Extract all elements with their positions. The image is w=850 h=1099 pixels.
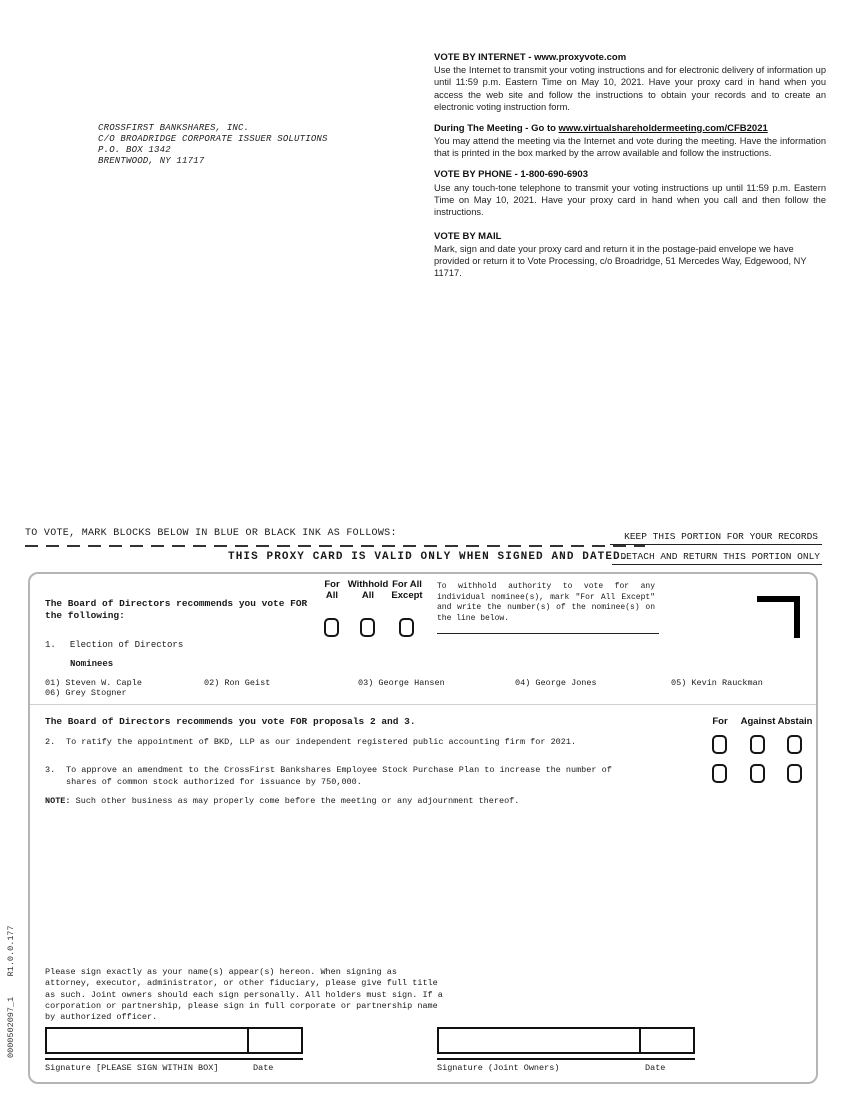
- checkbox-p2-against[interactable]: [750, 735, 765, 754]
- primary-date-label: Date: [253, 1063, 274, 1073]
- for-all-except-write-in-line[interactable]: [437, 633, 659, 634]
- vote-meeting-body: You may attend the meeting via the Internet and vote during the meeting. Have the information that is printed in the box marked by the arrow available and follow the instructions.: [434, 136, 826, 159]
- column-header-for: For: [712, 716, 728, 727]
- sender-address-block: [98, 123, 328, 167]
- joint-signature-box[interactable]: [437, 1027, 641, 1054]
- item-title: Election of Directors: [69, 640, 184, 650]
- vote-phone-body: Use any touch-tone telephone to transmit your voting instructions up until 11:59 p.m. Eastern Time on May 10, 2021. Have your proxy card in hand when you call and then follow the instructions.: [434, 182, 826, 217]
- sender-care-of: C/O BROADRIDGE CORPORATE ISSUER SOLUTIONS: [98, 133, 328, 144]
- column-header-for-all: For All: [324, 579, 340, 601]
- column-header-withhold-all: Withhold All: [347, 579, 389, 601]
- nominee-03: 03) George Hansen: [358, 678, 445, 688]
- vote-phone-heading: VOTE BY PHONE - 1-800-690-6903: [434, 169, 589, 181]
- vote-internet-body: Use the Internet to transmit your voting instructions and for electronic delivery of information up until 11:59 p.m. Eastern Time on May 10, 2021. Have your proxy card in hand when you access the web site and follow the instructions to obtain your records and to create an electronic voting instruction form.: [434, 65, 826, 112]
- column-header-abstain: Abstain: [777, 716, 813, 727]
- nominee-04: 04) George Jones: [515, 678, 597, 688]
- checkbox-withhold-all[interactable]: [360, 618, 375, 637]
- joint-signature-group: [437, 1027, 695, 1075]
- checkbox-p2-abstain[interactable]: [787, 735, 802, 754]
- sender-city-state: BRENTWOOD, NY 11717: [98, 155, 205, 166]
- keep-portion-label: KEEP THIS PORTION FOR YOUR RECORDS: [610, 531, 822, 545]
- checkbox-p2-for[interactable]: [712, 735, 727, 754]
- detach-dashed-line: [25, 545, 645, 547]
- column-header-for-all-except: For All Except: [391, 579, 423, 601]
- joint-date-box[interactable]: [641, 1027, 695, 1054]
- checkbox-p3-against[interactable]: [750, 764, 765, 783]
- signature-instructions: Please sign exactly as your name(s) appear(s) hereon. When signing as attorney, executor, administrator, or other fiduciary, please give full title as such. Joint owners should each sign personally. All holders must sign. If a corporation or partnership, please sign in full corporate or partnership name by authorized officer.: [45, 967, 443, 1023]
- joint-signature-underline: [437, 1058, 695, 1060]
- meeting-url: www.virtualshareholdermeeting.com/CFB2021: [558, 122, 768, 134]
- joint-date-label: Date: [645, 1063, 666, 1073]
- column-header-against: Against: [740, 716, 776, 727]
- nominee-02: 02) Ron Geist: [204, 678, 271, 688]
- vote-mail-heading: VOTE BY MAIL: [434, 230, 502, 242]
- sender-company: CROSSFIRST BANKSHARES, INC.: [98, 123, 250, 133]
- note-text: Such other business as may properly come before the meeting or any adjournment thereof.: [70, 796, 520, 806]
- control-number-code: 0000502097_1 R1.0.0.177: [6, 925, 16, 1058]
- proposal-2-text: To ratify the appointment of BKD, LLP as our independent registered public accounting firm for 2021.: [66, 737, 577, 747]
- checkbox-for-all-except[interactable]: [399, 618, 414, 637]
- note-label: NOTE:: [45, 796, 71, 806]
- checkbox-p3-abstain[interactable]: [787, 764, 802, 783]
- withhold-authority-note: To withhold authority to vote for any individual nominee(s), mark "For All Except" and write the number(s) of the nominee(s) on the line below.: [437, 582, 655, 623]
- checkbox-p3-for[interactable]: [712, 764, 727, 783]
- section1-recommendation: The Board of Directors recommends you vote FOR the following:: [45, 598, 308, 622]
- other-business-note: [45, 796, 519, 806]
- proposal-3-text: To approve an amendment to the CrossFirst Bankshares Employee Stock Purchase Plan to increase the number of shares of common stock authorized for issuance by 750,000.: [66, 765, 612, 787]
- checkbox-for-all[interactable]: [324, 618, 339, 637]
- section-divider: [30, 704, 816, 705]
- primary-signature-label: Signature [PLEASE SIGN WITHIN BOX]: [45, 1063, 219, 1073]
- proxy-valid-note: THIS PROXY CARD IS VALID ONLY WHEN SIGNED AND DATED.: [228, 551, 629, 563]
- sender-po-box: P.O. BOX 1342: [98, 144, 171, 155]
- item-number: 1.: [45, 640, 56, 650]
- proposal-3-number: 3.: [45, 765, 56, 775]
- detach-portion-label: DETACH AND RETURN THIS PORTION ONLY: [612, 551, 822, 565]
- section2-recommendation: The Board of Directors recommends you vote FOR proposals 2 and 3.: [45, 716, 416, 727]
- nominee-01: 01) Steven W. Caple: [45, 678, 142, 688]
- primary-signature-group: [45, 1027, 303, 1075]
- primary-date-box[interactable]: [249, 1027, 303, 1054]
- proposal-2: [45, 737, 625, 749]
- primary-signature-box[interactable]: [45, 1027, 249, 1054]
- joint-signature-label: Signature (Joint Owners): [437, 1063, 560, 1073]
- nominees-label: Nominees: [70, 659, 114, 669]
- nominee-06: 06) Grey Stogner: [45, 688, 127, 698]
- vote-instructions: [434, 52, 826, 279]
- corner-registration-mark: [757, 596, 800, 638]
- primary-signature-underline: [45, 1058, 303, 1060]
- vote-meeting-heading: During The Meeting - Go to www.virtualshareholdermeeting.com/CFB2021: [434, 122, 768, 134]
- proposal-3: [45, 765, 625, 789]
- proxy-ballot-card: [28, 572, 818, 1084]
- proposal-2-number: 2.: [45, 737, 56, 747]
- nominee-05: 05) Kevin Rauckman: [671, 678, 763, 688]
- vote-mail-body: Mark, sign and date your proxy card and return it in the postage-paid envelope we have provided or return it to Vote Processing, c/o Broadridge, 51 Mercedes Way, Edgewood, NY 11717.: [434, 244, 807, 279]
- item-election-of-directors: [45, 640, 183, 650]
- vote-internet-heading: VOTE BY INTERNET - www.proxyvote.com: [434, 52, 627, 63]
- mark-blocks-instruction: TO VOTE, MARK BLOCKS BELOW IN BLUE OR BLACK INK AS FOLLOWS:: [25, 528, 397, 539]
